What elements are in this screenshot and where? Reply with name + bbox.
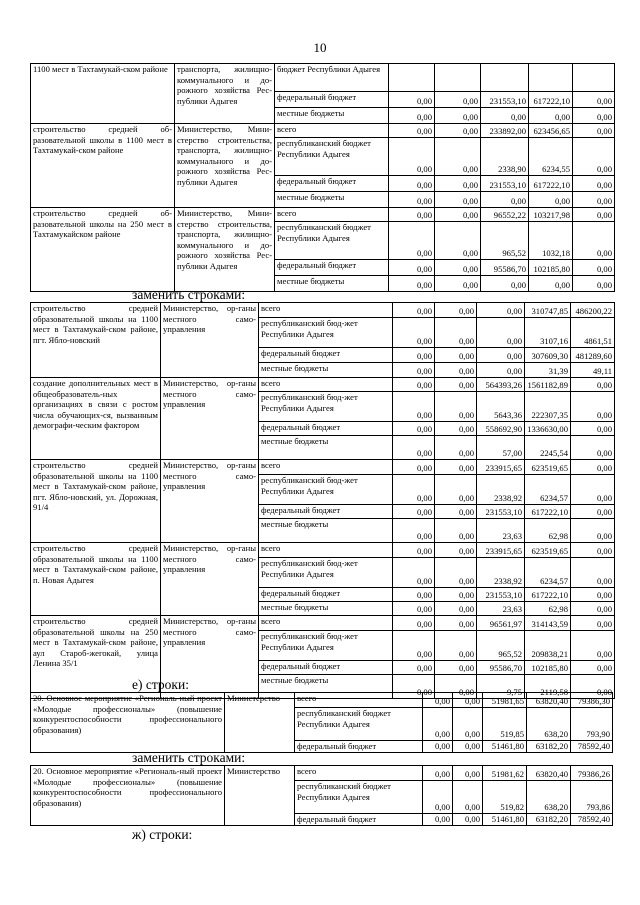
value-cell: 0,00 xyxy=(389,108,435,124)
value-cell: 0,00 xyxy=(389,92,435,108)
source-cell: федеральный бюджет xyxy=(295,741,423,753)
source-cell: всего xyxy=(295,693,423,708)
value-cell: 0,00 xyxy=(435,208,481,222)
value-cell: 0,00 xyxy=(571,519,615,543)
value-cell: 0,00 xyxy=(393,303,435,318)
value-cell: 486200,22 xyxy=(571,303,615,318)
table-row xyxy=(31,208,615,222)
value-cell: 0,00 xyxy=(435,661,477,675)
executor-cell: Министерство, ор-ганы местного само-управления xyxy=(161,616,259,699)
value-cell: 0,00 xyxy=(393,475,435,505)
value-cell: 0,00 xyxy=(423,693,453,708)
value-cell: 623519,65 xyxy=(525,460,571,475)
executor-cell: Министерство, ор-ганы местного само-управления xyxy=(161,303,259,378)
value-cell: 63820,40 xyxy=(527,693,571,708)
value-cell: 2119,58 xyxy=(525,675,571,699)
value-cell: 0,00 xyxy=(389,176,435,192)
value-cell: 0,00 xyxy=(435,392,477,422)
source-cell: бюджет Республики Адыгея xyxy=(275,64,389,92)
source-cell: местные бюджеты xyxy=(259,436,393,460)
value-cell: 79386,30 xyxy=(571,693,613,708)
value-cell: 0,00 xyxy=(393,392,435,422)
source-cell: всего xyxy=(275,124,389,138)
source-cell: федеральный бюджет xyxy=(275,92,389,108)
value-cell: 0,00 xyxy=(573,108,615,124)
value-cell: 0,00 xyxy=(435,616,477,631)
value-cell: 0,00 xyxy=(529,192,573,208)
value-cell: 307609,30 xyxy=(525,348,571,363)
value-cell: 638,20 xyxy=(527,781,571,814)
value-cell xyxy=(435,64,481,92)
source-cell: федеральный бюджет xyxy=(275,260,389,276)
value-cell: 0,00 xyxy=(435,124,481,138)
value-cell: 0,00 xyxy=(435,318,477,348)
value-cell: 0,00 xyxy=(435,505,477,519)
value-cell: 0,00 xyxy=(393,543,435,558)
table-row xyxy=(31,460,615,475)
executor-cell: Министерство, Мини-стерство строительства, транспорта, жилищно-коммунального и до-рожного хозяйства Рес-публики Адыгея xyxy=(175,124,275,208)
value-cell: 0,00 xyxy=(393,460,435,475)
value-cell: 0,00 xyxy=(393,616,435,631)
source-cell: федеральный бюджет xyxy=(259,588,393,602)
value-cell: 1336630,00 xyxy=(525,422,571,436)
object-cell: строительство средней об-разовательной школы в 1100 мест в Тахтамукай-ском районе xyxy=(31,124,175,208)
table-row xyxy=(31,543,615,558)
value-cell: 6234,57 xyxy=(525,475,571,505)
value-cell: 0,00 xyxy=(477,363,525,378)
budget-table-old xyxy=(30,63,615,292)
value-cell: 78592,40 xyxy=(571,814,613,826)
value-cell: 0,00 xyxy=(435,631,477,661)
value-cell: 965,52 xyxy=(477,631,525,661)
value-cell: 0,00 xyxy=(435,602,477,616)
value-cell: 0,00 xyxy=(435,422,477,436)
value-cell: 0,00 xyxy=(393,631,435,661)
program-table-new xyxy=(30,765,613,826)
value-cell: 102185,80 xyxy=(525,661,571,675)
value-cell: 0,00 xyxy=(573,124,615,138)
value-cell: 0,00 xyxy=(393,436,435,460)
value-cell: 0,00 xyxy=(435,260,481,276)
source-cell: местные бюджеты xyxy=(259,675,393,699)
source-cell: местные бюджеты xyxy=(275,276,389,292)
value-cell: 2338,92 xyxy=(477,558,525,588)
value-cell: 9,75 xyxy=(477,675,525,699)
source-cell: республиканский бюд-жет Республики Адыгея xyxy=(259,558,393,588)
value-cell: 231553,10 xyxy=(481,176,529,192)
value-cell: 0,00 xyxy=(435,460,477,475)
value-cell: 0,00 xyxy=(477,318,525,348)
value-cell: 617222,10 xyxy=(525,505,571,519)
value-cell: 0,00 xyxy=(477,303,525,318)
value-cell: 0,00 xyxy=(573,176,615,192)
value-cell xyxy=(529,64,573,92)
value-cell: 519,82 xyxy=(483,781,527,814)
table-row xyxy=(31,616,615,631)
source-cell: местные бюджеты xyxy=(259,519,393,543)
source-cell: федеральный бюджет xyxy=(259,661,393,675)
value-cell: 314143,59 xyxy=(525,616,571,631)
value-cell: 793,90 xyxy=(571,708,613,741)
value-cell xyxy=(573,64,615,92)
value-cell: 6234,57 xyxy=(525,558,571,588)
value-cell: 0,00 xyxy=(571,558,615,588)
table-row xyxy=(31,766,613,781)
value-cell: 0,00 xyxy=(393,558,435,588)
value-cell: 0,00 xyxy=(573,138,615,176)
value-cell: 0,00 xyxy=(573,92,615,108)
value-cell: 0,00 xyxy=(435,303,477,318)
value-cell: 31,39 xyxy=(525,363,571,378)
value-cell: 0,00 xyxy=(571,378,615,392)
source-cell: федеральный бюджет xyxy=(259,348,393,363)
value-cell: 51981,65 xyxy=(483,693,527,708)
value-cell: 79386,26 xyxy=(571,766,613,781)
value-cell: 0,00 xyxy=(453,814,483,826)
value-cell: 0,00 xyxy=(573,276,615,292)
value-cell: 310747,85 xyxy=(525,303,571,318)
source-cell: местные бюджеты xyxy=(275,108,389,124)
object-cell: 1100 мест в Тахтамукай-ском районе xyxy=(31,64,175,124)
value-cell: 0,00 xyxy=(435,348,477,363)
source-cell: республиканский бюд-жет Республики Адыгея xyxy=(259,631,393,661)
source-cell: республиканский бюд-жет Республики Адыгея xyxy=(259,392,393,422)
value-cell: 0,00 xyxy=(529,276,573,292)
value-cell: 0,00 xyxy=(435,138,481,176)
source-cell: республиканский бюджет Республики Адыгея xyxy=(295,781,423,814)
source-cell: всего xyxy=(275,208,389,222)
value-cell: 0,00 xyxy=(571,543,615,558)
value-cell: 3107,16 xyxy=(525,318,571,348)
value-cell: 0,00 xyxy=(435,363,477,378)
source-cell: республиканский бюджет Республики Адыгея xyxy=(275,138,389,176)
table-row xyxy=(31,303,615,318)
page-number: 10 xyxy=(313,40,327,55)
value-cell: 0,00 xyxy=(423,708,453,741)
value-cell: 1032,18 xyxy=(529,222,573,260)
value-cell: 0,00 xyxy=(481,276,529,292)
value-cell: 0,00 xyxy=(571,675,615,699)
source-cell: всего xyxy=(259,616,393,631)
value-cell: 0,00 xyxy=(393,675,435,699)
value-cell: 0,00 xyxy=(435,378,477,392)
value-cell: 0,00 xyxy=(393,588,435,602)
value-cell: 0,00 xyxy=(435,436,477,460)
value-cell: 0,00 xyxy=(389,276,435,292)
value-cell: 965,52 xyxy=(481,222,529,260)
value-cell: 0,00 xyxy=(393,422,435,436)
value-cell: 0,00 xyxy=(393,505,435,519)
value-cell: 0,00 xyxy=(435,588,477,602)
value-cell: 617222,10 xyxy=(529,92,573,108)
value-cell: 233892,00 xyxy=(481,124,529,138)
value-cell: 0,00 xyxy=(453,766,483,781)
source-cell: федеральный бюджет xyxy=(295,814,423,826)
value-cell: 63182,20 xyxy=(527,741,571,753)
value-cell: 0,00 xyxy=(393,348,435,363)
source-cell: федеральный бюджет xyxy=(259,505,393,519)
table-row xyxy=(31,64,615,92)
source-cell: местные бюджеты xyxy=(275,192,389,208)
source-cell: всего xyxy=(259,460,393,475)
value-cell: 231553,10 xyxy=(477,505,525,519)
budget-table-new xyxy=(30,302,615,699)
value-cell: 0,00 xyxy=(435,543,477,558)
source-cell: всего xyxy=(259,543,393,558)
value-cell: 0,00 xyxy=(435,92,481,108)
value-cell: 231553,10 xyxy=(477,588,525,602)
value-cell: 78592,40 xyxy=(571,741,613,753)
value-cell: 57,00 xyxy=(477,436,525,460)
object-cell: строительство средней об-разовательной школы на 250 мест в Тахтамукайском районе xyxy=(31,208,175,292)
source-cell: республиканский бюджет Республики Адыгея xyxy=(295,708,423,741)
value-cell: 793,86 xyxy=(571,781,613,814)
replace-heading-1: заменить строками: xyxy=(132,287,246,302)
object-cell: 20. Основное мероприятие «Региональ-ный проект «Молодые профессионалы» (повышение конкурентоспособности профессионального образования) xyxy=(31,766,225,826)
value-cell: 209838,21 xyxy=(525,631,571,661)
value-cell: 0,00 xyxy=(573,260,615,276)
value-cell: 103217,98 xyxy=(529,208,573,222)
value-cell: 0,00 xyxy=(573,192,615,208)
section-e-heading: е) строки: xyxy=(132,677,189,692)
value-cell: 0,00 xyxy=(573,222,615,260)
value-cell: 49,11 xyxy=(571,363,615,378)
value-cell: 0,00 xyxy=(571,460,615,475)
value-cell: 102185,80 xyxy=(529,260,573,276)
value-cell: 0,00 xyxy=(571,475,615,505)
executor-cell: Министерство, ор-ганы местного само-управления xyxy=(161,378,259,460)
value-cell xyxy=(481,64,529,92)
value-cell: 95586,70 xyxy=(477,661,525,675)
value-cell: 0,00 xyxy=(389,222,435,260)
value-cell: 0,00 xyxy=(423,814,453,826)
value-cell: 623456,65 xyxy=(529,124,573,138)
source-cell: республиканский бюджет Республики Адыгея xyxy=(275,222,389,260)
source-cell: всего xyxy=(259,378,393,392)
executor-cell: Министерство, ор-ганы местного само-управления xyxy=(161,460,259,543)
value-cell: 2245,54 xyxy=(525,436,571,460)
value-cell: 2338,92 xyxy=(477,475,525,505)
value-cell: 558692,90 xyxy=(477,422,525,436)
value-cell: 0,00 xyxy=(389,138,435,176)
executor-cell: Министерство xyxy=(225,766,295,826)
executor-cell: Министерство, ор-ганы местного само-управления xyxy=(161,543,259,616)
value-cell: 617222,10 xyxy=(525,588,571,602)
source-cell: всего xyxy=(295,766,423,781)
replace-heading-2: заменить строками: xyxy=(132,750,246,765)
source-cell: федеральный бюджет xyxy=(275,176,389,192)
value-cell: 519,85 xyxy=(483,708,527,741)
value-cell: 6234,55 xyxy=(529,138,573,176)
value-cell: 0,00 xyxy=(571,392,615,422)
value-cell: 96552,22 xyxy=(481,208,529,222)
value-cell: 4861,51 xyxy=(571,318,615,348)
value-cell: 0,00 xyxy=(393,661,435,675)
table-row xyxy=(31,378,615,392)
value-cell: 0,00 xyxy=(571,422,615,436)
value-cell: 0,00 xyxy=(571,616,615,631)
value-cell: 0,00 xyxy=(571,661,615,675)
value-cell: 63182,20 xyxy=(527,814,571,826)
value-cell: 564393,26 xyxy=(477,378,525,392)
object-cell: строительство средней образовательной школы на 1100 мест в Тахтамукай-ском районе, п. Новая Адыгея xyxy=(31,543,161,616)
value-cell: 222307,35 xyxy=(525,392,571,422)
source-cell: республиканский бюд-жет Республики Адыгея xyxy=(259,318,393,348)
value-cell: 233915,65 xyxy=(477,543,525,558)
value-cell: 0,00 xyxy=(393,318,435,348)
value-cell: 0,00 xyxy=(571,436,615,460)
value-cell: 0,00 xyxy=(453,708,483,741)
value-cell: 23,63 xyxy=(477,602,525,616)
value-cell: 51981,62 xyxy=(483,766,527,781)
value-cell: 0,00 xyxy=(435,222,481,260)
object-cell: 20. Основное мероприятие «Региональ-ный проект «Молодые профессионалы» (повышение конкурентоспособности профессионального образования) xyxy=(31,693,225,753)
value-cell: 0,00 xyxy=(423,766,453,781)
table-row xyxy=(31,124,615,138)
value-cell: 231553,10 xyxy=(481,92,529,108)
value-cell: 95586,70 xyxy=(481,260,529,276)
value-cell: 0,00 xyxy=(435,675,477,699)
source-cell: местные бюджеты xyxy=(259,363,393,378)
value-cell: 0,00 xyxy=(453,741,483,753)
value-cell: 63820,40 xyxy=(527,766,571,781)
value-cell: 638,20 xyxy=(527,708,571,741)
source-cell: федеральный бюджет xyxy=(259,422,393,436)
section-zh-heading: ж) строки: xyxy=(132,827,193,842)
value-cell: 0,00 xyxy=(435,276,481,292)
table-row xyxy=(31,693,613,708)
value-cell: 0,00 xyxy=(435,192,481,208)
value-cell: 0,00 xyxy=(573,208,615,222)
value-cell: 617222,10 xyxy=(529,176,573,192)
executor-cell: Министерство, Мини-стерство строительства, транспорта, жилищно-коммунального и до-рожного хозяйства Рес-публики Адыгея xyxy=(175,208,275,292)
value-cell: 0,00 xyxy=(389,260,435,276)
executor-cell: Министерство xyxy=(225,693,295,753)
value-cell: 51461,80 xyxy=(483,814,527,826)
value-cell: 2338,90 xyxy=(481,138,529,176)
value-cell: 1561182,89 xyxy=(525,378,571,392)
source-cell: всего xyxy=(259,303,393,318)
value-cell: 481289,60 xyxy=(571,348,615,363)
source-cell: местные бюджеты xyxy=(259,602,393,616)
value-cell: 0,00 xyxy=(453,781,483,814)
value-cell: 0,00 xyxy=(435,519,477,543)
value-cell: 0,00 xyxy=(435,475,477,505)
value-cell: 62,98 xyxy=(525,602,571,616)
value-cell: 0,00 xyxy=(435,176,481,192)
value-cell: 5643,36 xyxy=(477,392,525,422)
value-cell: 0,00 xyxy=(389,192,435,208)
object-cell: строительство средней образовательной школы на 1100 мест в Тахтамукай-ском районе, пгт. Ябло-новский xyxy=(31,303,161,378)
source-cell: республиканский бюд-жет Республики Адыгея xyxy=(259,475,393,505)
value-cell: 0,00 xyxy=(393,519,435,543)
value-cell: 0,00 xyxy=(423,741,453,753)
executor-cell: транспорта, жилищно-коммунального и до-рожного хозяйства Рес-публики Адыгея xyxy=(175,64,275,124)
value-cell: 0,00 xyxy=(571,588,615,602)
value-cell: 0,00 xyxy=(389,208,435,222)
value-cell: 0,00 xyxy=(389,124,435,138)
value-cell: 0,00 xyxy=(477,348,525,363)
value-cell: 233915,65 xyxy=(477,460,525,475)
value-cell: 51461,80 xyxy=(483,741,527,753)
value-cell: 0,00 xyxy=(453,693,483,708)
object-cell: строительство средней образовательной школы на 250 мест в Тахтамукай-ском районе, аул Староб-жегокай, улица Ленина 35/1 xyxy=(31,616,161,699)
value-cell: 0,00 xyxy=(571,602,615,616)
value-cell: 23,63 xyxy=(477,519,525,543)
value-cell: 623519,65 xyxy=(525,543,571,558)
value-cell: 0,00 xyxy=(393,378,435,392)
value-cell: 62,98 xyxy=(525,519,571,543)
value-cell: 0,00 xyxy=(393,363,435,378)
value-cell: 0,00 xyxy=(481,192,529,208)
object-cell: создание дополнительных мест в общеобразователь-ных организациях в связи с ростом числа обучающих-ся, вызванным демографи-ческим фактором xyxy=(31,378,161,460)
value-cell: 0,00 xyxy=(529,108,573,124)
value-cell: 0,00 xyxy=(571,505,615,519)
value-cell: 96561,97 xyxy=(477,616,525,631)
value-cell: 0,00 xyxy=(481,108,529,124)
value-cell: 0,00 xyxy=(435,108,481,124)
program-table-old xyxy=(30,692,613,753)
object-cell: строительство средней образовательной школы на 1100 мест в Тахтамукай-ском районе, пгт. Ябло-новский, ул. Дорожная, 91/4 xyxy=(31,460,161,543)
value-cell: 0,00 xyxy=(393,602,435,616)
value-cell xyxy=(389,64,435,92)
value-cell: 0,00 xyxy=(571,631,615,661)
value-cell: 0,00 xyxy=(423,781,453,814)
value-cell: 0,00 xyxy=(435,558,477,588)
